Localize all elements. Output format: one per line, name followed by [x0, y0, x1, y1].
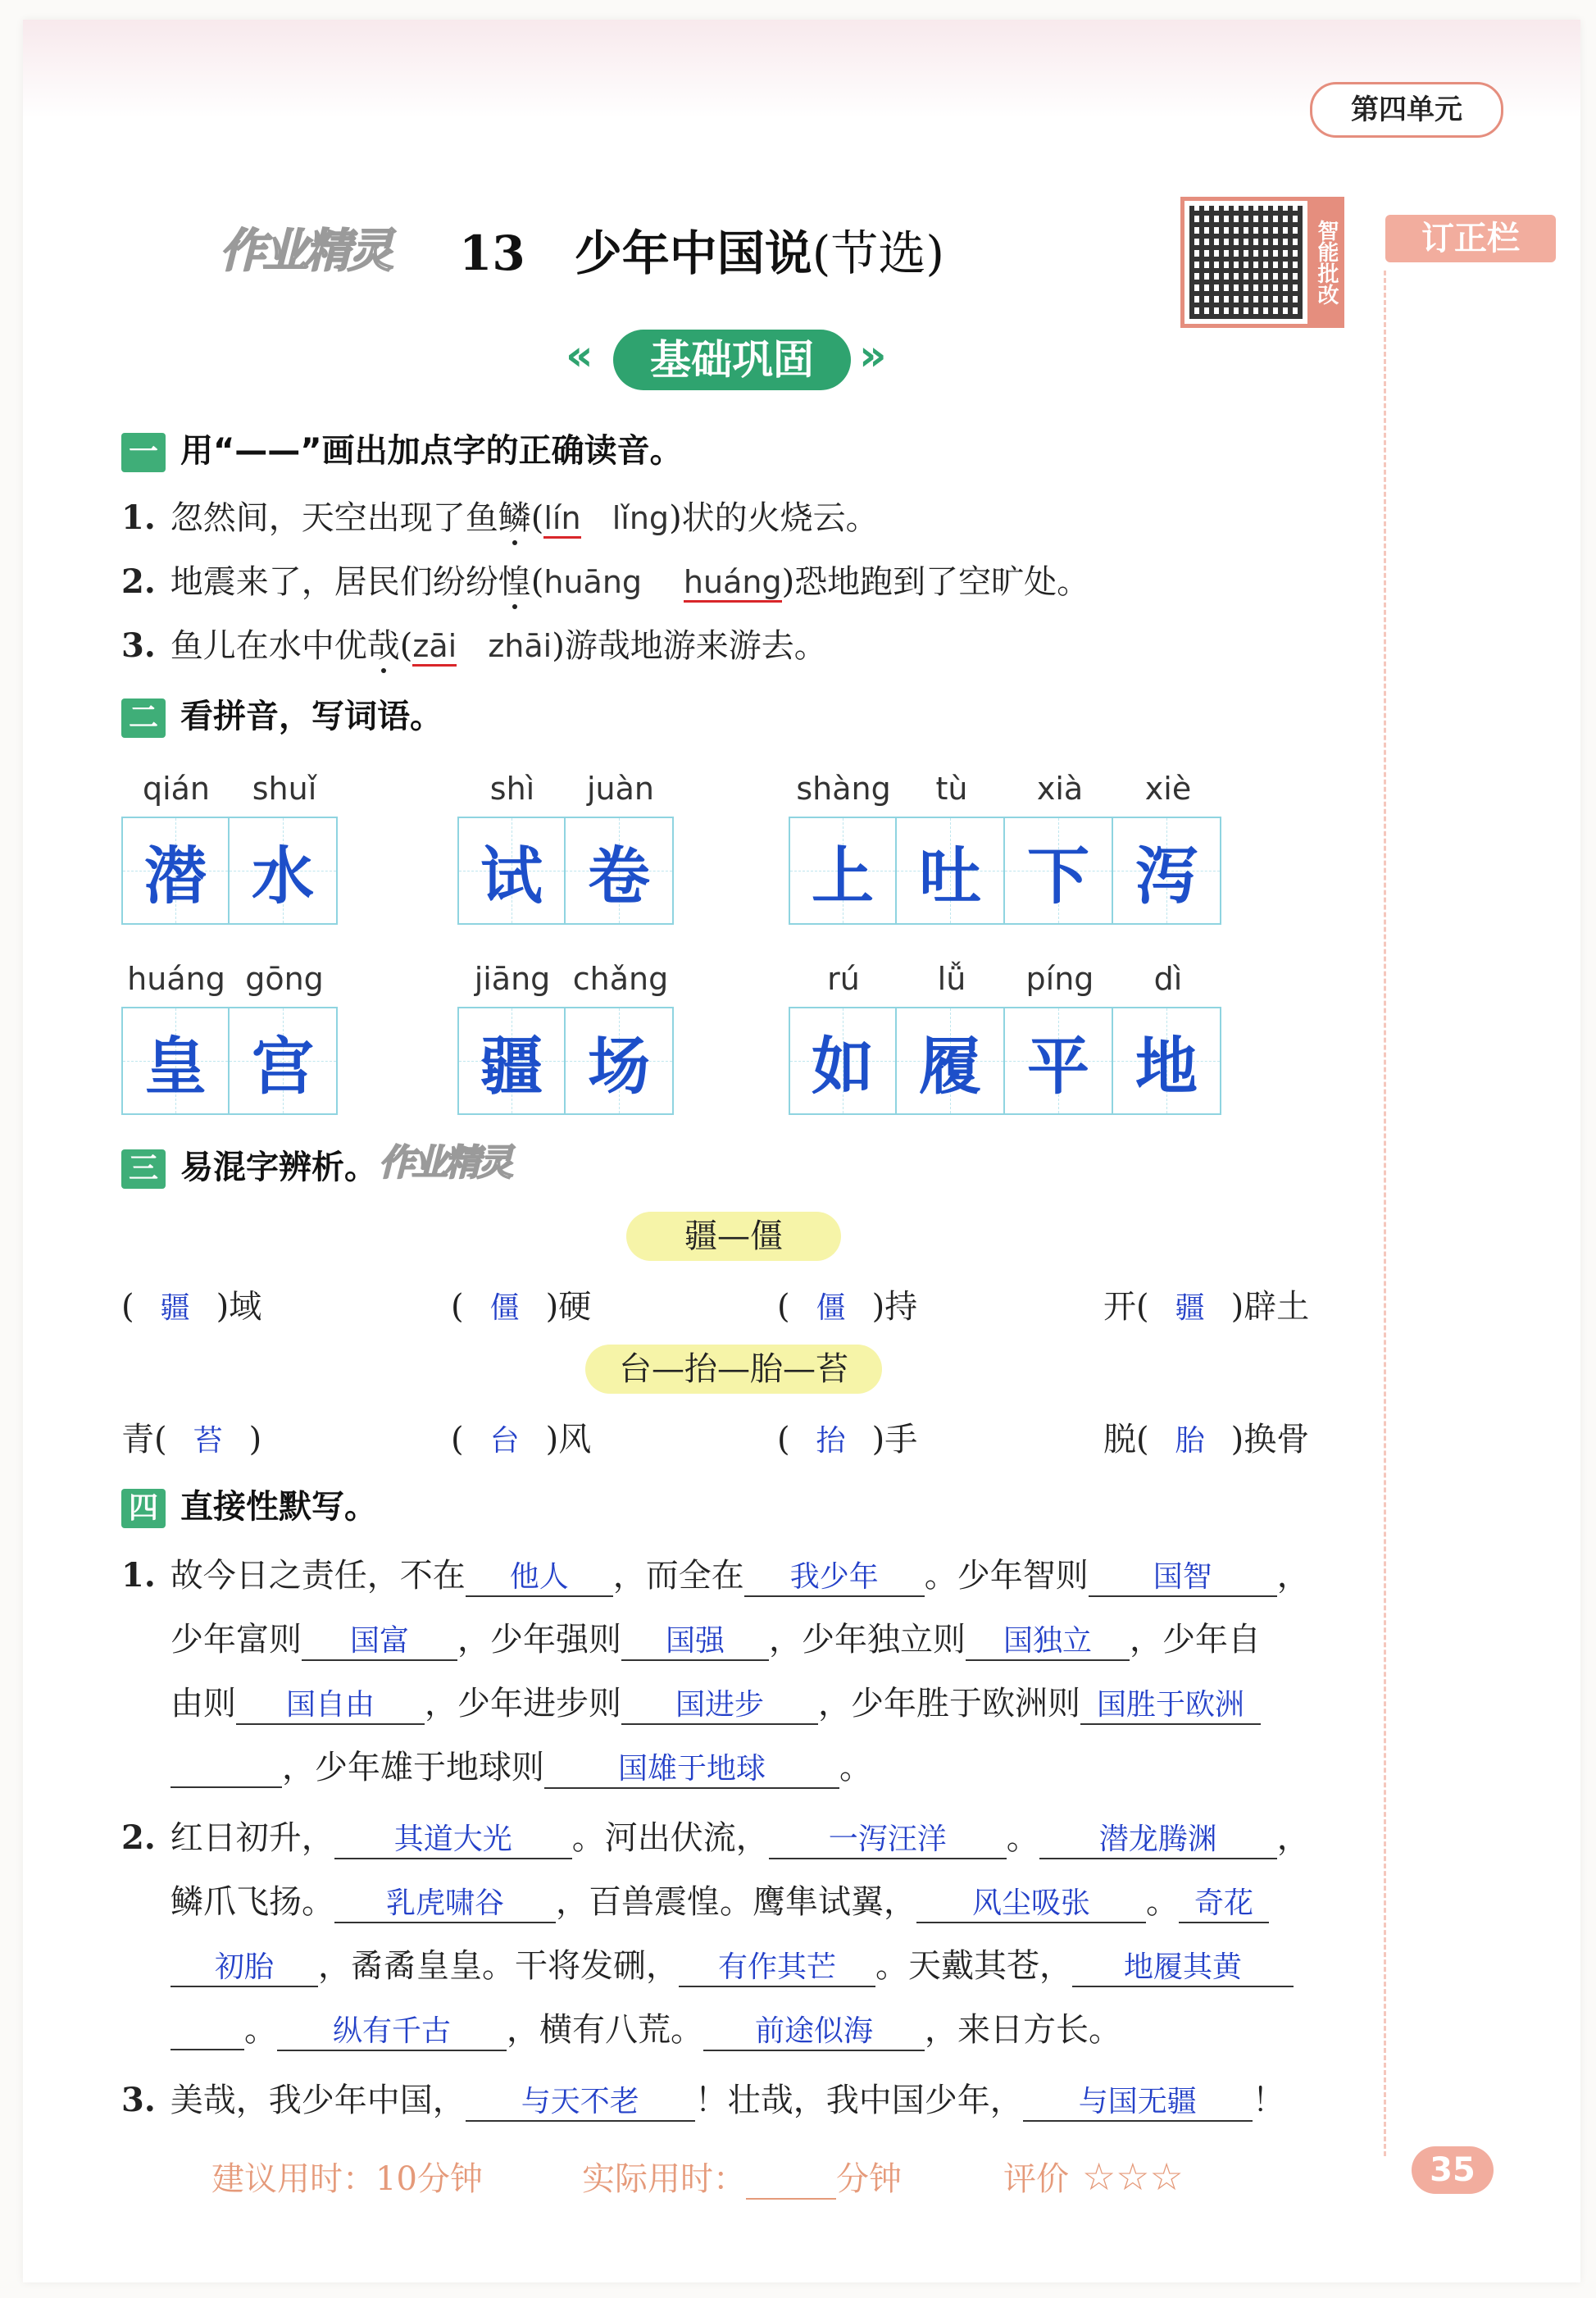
- text: )手: [871, 1421, 918, 1458]
- left-chevron-icon: «: [566, 331, 593, 380]
- text: ，少年独立则: [769, 1621, 966, 1659]
- rating-label: 评价: [1003, 2160, 1069, 2198]
- text: ，少年强则: [457, 1621, 621, 1659]
- answer-blank[interactable]: 有作其芒: [679, 1944, 875, 1987]
- answer-blank[interactable]: 他人: [466, 1554, 613, 1597]
- s4-q2-line-3: [171, 1940, 1294, 1987]
- correction-tab: 订正栏: [1385, 215, 1556, 262]
- text: ，来日方长。: [925, 2011, 1121, 2049]
- text: )域: [216, 1288, 262, 1326]
- actual-time-unit: 分钟: [836, 2160, 902, 2198]
- qr-pattern: [1189, 206, 1303, 319]
- s4-q3-line-1: [121, 2074, 1285, 2122]
- char-cell[interactable]: [566, 817, 674, 925]
- char-cell[interactable]: [897, 817, 1005, 925]
- close-paren: ): [552, 627, 565, 665]
- text: 脱(: [1103, 1421, 1149, 1458]
- answer-blank[interactable]: 我少年: [744, 1554, 925, 1597]
- text: 。: [1006, 1819, 1039, 1857]
- dotted-char: 哉: [366, 627, 400, 665]
- text: 美哉，我少年中国，: [170, 2082, 466, 2119]
- dotted-char: 鳞: [498, 499, 531, 537]
- open-paren: (: [399, 627, 413, 665]
- text: 红日初升，: [170, 1819, 334, 1857]
- close-paren: ): [781, 563, 795, 601]
- written-char: 上: [812, 839, 874, 912]
- text: ): [248, 1421, 262, 1458]
- answer[interactable]: 抬: [816, 1424, 846, 1458]
- text: (: [451, 1421, 464, 1458]
- s4-q2-line-1: [121, 1812, 1310, 1859]
- answer-blank[interactable]: 国智: [1089, 1554, 1277, 1597]
- text: 。: [1146, 1883, 1179, 1921]
- pinyin-option-correct[interactable]: huáng: [684, 564, 782, 603]
- item-number: 3.: [121, 626, 156, 665]
- pinyin-option-correct[interactable]: zāi: [412, 628, 457, 667]
- pinyin: xiè: [1144, 771, 1192, 807]
- s3-g2-item: [1103, 1413, 1309, 1460]
- s3-g1-item: [1103, 1281, 1309, 1327]
- s4-q1-line-1: [121, 1549, 1310, 1597]
- s1-item-1: [121, 492, 879, 539]
- text: (: [777, 1288, 790, 1326]
- pinyin: jiāng: [474, 961, 551, 997]
- section-3-badge: 三: [121, 1149, 166, 1189]
- item-number: 3.: [121, 2081, 156, 2119]
- pinyin-option[interactable]: huāng: [543, 564, 643, 600]
- char-cell[interactable]: [1005, 1007, 1113, 1115]
- item-text: 状的火烧云。: [681, 499, 879, 537]
- written-char: 潜: [144, 839, 207, 912]
- text: ，矞矞皇皇。干将发硎，: [318, 1947, 679, 1985]
- answer-blank[interactable]: 一泻汪洋: [769, 1816, 1007, 1859]
- char-grid: [789, 1007, 1221, 1115]
- rating: [1003, 2153, 1184, 2200]
- text: ，: [1276, 1557, 1310, 1595]
- watermark-logo: 作业精灵: [379, 1142, 510, 1184]
- char-cell[interactable]: [1005, 817, 1113, 925]
- answer[interactable]: 苔: [193, 1424, 223, 1458]
- item-number: 2.: [121, 562, 156, 601]
- answer-blank[interactable]: 潜龙腾渊: [1039, 1816, 1277, 1859]
- actual-time-label: 实际用时：: [582, 2160, 746, 2198]
- smart-grading-label: 智能批改: [1308, 197, 1344, 328]
- answer-blank[interactable]: 其道大光: [334, 1816, 572, 1859]
- s1-item-3: [121, 620, 827, 667]
- pinyin: xià: [1036, 771, 1084, 807]
- pinyin-option[interactable]: lǐng: [612, 500, 670, 536]
- answer-blank-continuation[interactable]: [171, 1749, 282, 1788]
- text: ，少年胜于欧洲则: [818, 1685, 1080, 1722]
- char-cell[interactable]: [1113, 1007, 1221, 1115]
- written-char: 卷: [588, 839, 650, 912]
- char-grid: [121, 1007, 338, 1115]
- dotted-char: 惶: [498, 563, 531, 601]
- pinyin: lǚ: [937, 961, 966, 997]
- pinyin: chǎng: [572, 961, 669, 997]
- answer[interactable]: 台: [489, 1424, 520, 1458]
- answer-blank[interactable]: 国独立: [966, 1618, 1130, 1661]
- qr-code[interactable]: [1180, 197, 1312, 328]
- char-cell[interactable]: [457, 817, 566, 925]
- written-char: 下: [1027, 839, 1089, 912]
- char-grid: [789, 817, 1221, 925]
- text: 青(: [121, 1421, 167, 1458]
- text: 少年富则: [171, 1621, 302, 1659]
- pinyin: gōng: [245, 961, 324, 997]
- text: ！壮哉，我中国少年，: [694, 2082, 1023, 2119]
- item-text: 恐地跑到了空旷处。: [794, 563, 1090, 601]
- text: (: [121, 1288, 134, 1326]
- page-number: 35: [1412, 2146, 1494, 2194]
- section-2-badge: 二: [121, 699, 166, 738]
- section-1-text: 用“——”画出加点字的正确读音。: [180, 432, 683, 470]
- text: )换骨: [1230, 1421, 1310, 1458]
- text: (: [451, 1288, 464, 1326]
- section-3-text: 易混字辨析。: [180, 1149, 377, 1186]
- section-1-heading: [121, 425, 683, 472]
- written-char: 宫: [252, 1029, 314, 1103]
- section-4-text: 直接性默写。: [180, 1488, 377, 1526]
- text: 故今日之责任，不在: [170, 1557, 466, 1595]
- pinyin: píng: [1025, 961, 1094, 997]
- section-2-text: 看拼音，写词语。: [180, 698, 443, 735]
- text: ，横有八荒。: [507, 2011, 703, 2049]
- star-icon[interactable]: ☆☆☆: [1082, 2155, 1184, 2199]
- section-pill: 基础巩固: [613, 330, 851, 390]
- pinyin-option[interactable]: zhāi: [488, 628, 552, 664]
- text: )风: [545, 1421, 592, 1458]
- confusable-group-label: 台—抬—胎—苔: [585, 1345, 882, 1394]
- s3-g1-item: [451, 1281, 591, 1327]
- text: )辟土: [1230, 1288, 1310, 1326]
- actual-time-input[interactable]: [746, 2160, 836, 2200]
- written-char: 平: [1027, 1029, 1089, 1103]
- written-char: 泻: [1135, 839, 1198, 912]
- written-char: 水: [252, 839, 314, 912]
- watermark-logo: 作业精灵: [220, 225, 390, 278]
- answer[interactable]: 僵: [816, 1291, 846, 1325]
- answer-blank[interactable]: 与天不老: [466, 2078, 695, 2122]
- close-paren: ): [669, 499, 682, 537]
- answer[interactable]: 僵: [489, 1291, 520, 1325]
- char-cell[interactable]: [230, 1007, 338, 1115]
- pinyin: rú: [827, 961, 860, 997]
- section-3-heading: [121, 1141, 377, 1189]
- char-grid: [457, 1007, 674, 1115]
- text: 。少年智则: [924, 1557, 1089, 1595]
- s4-q2-line-4: [171, 2004, 1121, 2051]
- s4-q2-line-2: [171, 1876, 1269, 1923]
- pinyin: juàn: [586, 771, 654, 807]
- s3-g2-item: [121, 1413, 261, 1460]
- written-char: 履: [919, 1029, 981, 1103]
- answer-blank[interactable]: 国富: [302, 1618, 457, 1661]
- item-text: 鱼儿在水中优: [170, 627, 367, 665]
- text: 。河出伏流，: [571, 1819, 769, 1857]
- text: ，少年进步则: [425, 1685, 621, 1722]
- item-number: 1.: [121, 1556, 156, 1595]
- pinyin: shì: [489, 771, 535, 807]
- pinyin: tù: [935, 771, 968, 807]
- answer-blank[interactable]: 国进步: [621, 1681, 818, 1725]
- section-1-badge: 一: [121, 433, 166, 472]
- answer[interactable]: 疆: [160, 1291, 190, 1325]
- char-cell[interactable]: [566, 1007, 674, 1115]
- s3-g2-item: [451, 1413, 591, 1460]
- text: 由则: [171, 1685, 236, 1722]
- section-4-badge: 四: [121, 1489, 166, 1528]
- suggested-time: 建议用时：10分钟: [211, 2160, 483, 2198]
- text: (: [777, 1421, 790, 1458]
- written-char: 地: [1135, 1029, 1198, 1103]
- text: ！: [1252, 2082, 1285, 2119]
- pinyin: dì: [1153, 961, 1183, 997]
- lesson-title: [459, 215, 944, 284]
- lesson-subtitle: (节选): [812, 225, 944, 281]
- text: 鳞爪飞扬。: [171, 1883, 334, 1921]
- written-char: 如: [812, 1029, 874, 1103]
- text: 。: [244, 2011, 277, 2049]
- s4-q1-line-2: [171, 1613, 1261, 1661]
- s4-q1-line-3: [171, 1677, 1261, 1725]
- written-char: 吐: [919, 839, 981, 912]
- answer-blank[interactable]: 国胜于欧洲: [1080, 1681, 1261, 1725]
- char-cell[interactable]: [230, 817, 338, 925]
- written-char: 疆: [480, 1029, 543, 1103]
- pinyin-option-correct[interactable]: lín: [543, 500, 580, 539]
- char-cell[interactable]: [1113, 817, 1221, 925]
- text: 开(: [1103, 1288, 1149, 1326]
- answer-blank[interactable]: 国雄于地球: [544, 1745, 839, 1789]
- answer-blank[interactable]: 纵有千古: [277, 2008, 507, 2051]
- answer-blank[interactable]: 奇花: [1179, 1880, 1269, 1923]
- item-text: 地震来了，居民们纷纷: [170, 563, 498, 601]
- s1-item-2: [121, 556, 1089, 603]
- written-char: 皇: [144, 1029, 207, 1103]
- right-chevron-icon: »: [859, 331, 887, 380]
- item-text: 游哉地游来游去。: [564, 627, 827, 665]
- item-text: 忽然间，天空出现了鱼: [170, 499, 498, 537]
- answer-blank[interactable]: 地履其黄: [1072, 1944, 1294, 1987]
- text: )硬: [545, 1288, 592, 1326]
- text: ，少年雄于地球则: [282, 1749, 544, 1786]
- lesson-number: 13: [459, 225, 525, 281]
- confusable-group-label: 疆—僵: [626, 1212, 841, 1261]
- answer-blank[interactable]: 风尘吸张: [916, 1880, 1146, 1923]
- item-number: 2.: [121, 1818, 156, 1857]
- answer-blank[interactable]: 国强: [621, 1618, 769, 1661]
- open-paren: (: [530, 499, 544, 537]
- section-4-heading: [121, 1481, 377, 1528]
- pinyin: qián: [142, 771, 211, 807]
- answer-blank[interactable]: 初胎: [171, 1944, 318, 1987]
- answer[interactable]: 疆: [1175, 1291, 1205, 1325]
- s3-g1-item: [121, 1281, 261, 1327]
- char-cell[interactable]: [121, 817, 230, 925]
- text: ，而全在: [612, 1557, 744, 1595]
- lesson-name: 少年中国说: [574, 225, 812, 281]
- item-number: 1.: [121, 498, 156, 537]
- char-cell[interactable]: [121, 1007, 230, 1115]
- text: 。天戴其苍，: [875, 1947, 1072, 1985]
- char-cell[interactable]: [789, 1007, 897, 1115]
- answer-blank[interactable]: 乳虎啸谷: [334, 1880, 556, 1923]
- s4-q1-line-4: [171, 1741, 872, 1789]
- char-cell[interactable]: [897, 1007, 1005, 1115]
- pinyin: shàng: [796, 771, 891, 807]
- pinyin: shuǐ: [252, 771, 317, 807]
- char-cell[interactable]: [457, 1007, 566, 1115]
- written-char: 试: [480, 839, 543, 912]
- char-cell[interactable]: [789, 817, 897, 925]
- answer-blank-continuation[interactable]: [171, 2011, 244, 2050]
- answer-blank[interactable]: 国自由: [236, 1681, 425, 1725]
- text: ，少年自: [1130, 1621, 1261, 1659]
- text: 。: [839, 1749, 872, 1786]
- answer[interactable]: 胎: [1175, 1424, 1205, 1458]
- char-grid: [457, 817, 674, 925]
- text: ，百兽震惶。鹰隼试翼，: [556, 1883, 916, 1921]
- char-grid: [121, 817, 338, 925]
- correction-column-divider: [1384, 271, 1386, 2156]
- section-2-heading: [121, 690, 443, 738]
- text: )持: [871, 1288, 918, 1326]
- open-paren: (: [530, 563, 544, 601]
- answer-blank[interactable]: 前途似海: [703, 2008, 925, 2051]
- answer-blank[interactable]: 与国无疆: [1023, 2078, 1253, 2122]
- unit-tag: 第四单元: [1310, 82, 1503, 138]
- s3-g2-item: [777, 1413, 917, 1460]
- written-char: 场: [588, 1029, 650, 1103]
- pinyin: huáng: [127, 961, 225, 997]
- actual-time: [582, 2153, 902, 2200]
- s3-g1-item: [777, 1281, 917, 1327]
- text: ，: [1276, 1819, 1310, 1857]
